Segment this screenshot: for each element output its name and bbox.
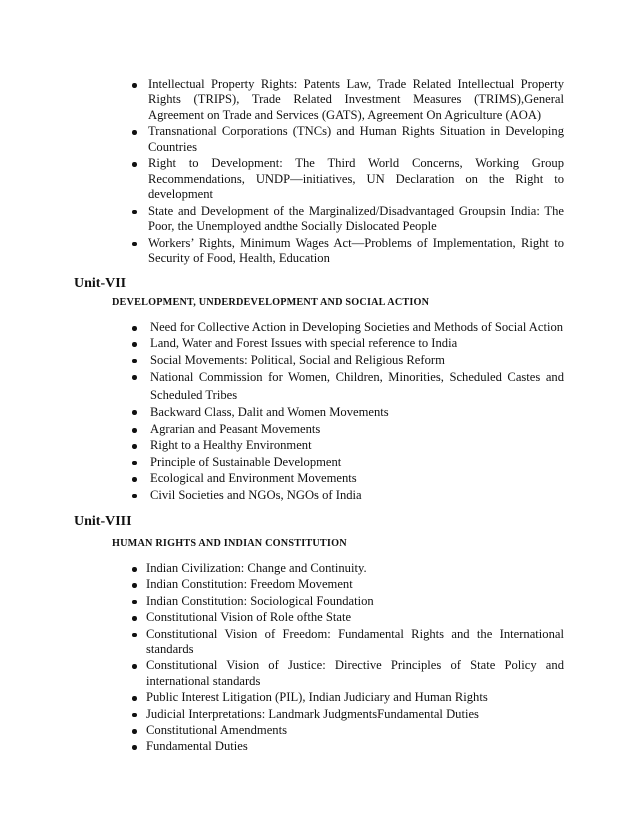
list-item: Agrarian and Peasant Movements bbox=[131, 422, 564, 437]
bullet-icon bbox=[132, 461, 137, 466]
bullet-icon bbox=[132, 477, 137, 482]
bullet-icon bbox=[132, 342, 137, 347]
bullet-icon bbox=[132, 729, 137, 734]
bullet-icon bbox=[132, 326, 137, 331]
bullet-icon bbox=[132, 242, 137, 247]
bullet-icon bbox=[132, 696, 137, 701]
list-item: National Commission for Women, Children, Minorities, Scheduled Castes and Scheduled Tribes bbox=[131, 369, 564, 404]
list-item: Transnational Corporations (TNCs) and Human Rights Situation in Developing Countries bbox=[131, 124, 564, 155]
list-item: Fundamental Duties bbox=[131, 739, 564, 754]
bullet-icon bbox=[132, 745, 137, 750]
bullet-icon bbox=[132, 567, 137, 572]
bullet-icon bbox=[132, 130, 137, 135]
bullet-icon bbox=[132, 375, 137, 380]
unit-8-subheading: HUMAN RIGHTS AND INDIAN CONSTITUTION bbox=[112, 538, 347, 549]
list-item: Constitutional Vision of Freedom: Fundamental Rights and the International standards bbox=[131, 627, 564, 658]
unit-8-bullet-list bbox=[131, 561, 564, 756]
unit-8-heading: Unit-VIII bbox=[74, 514, 132, 529]
list-item: Need for Collective Action in Developing Societies and Methods of Social Action bbox=[131, 320, 564, 335]
list-item: Public Interest Litigation (PIL), Indian Judiciary and Human Rights bbox=[131, 690, 564, 705]
list-item: Constitutional Vision of Role ofthe State bbox=[131, 610, 564, 625]
bullet-icon bbox=[132, 713, 137, 718]
list-item: Right to a Healthy Environment bbox=[131, 438, 564, 453]
bullet-icon bbox=[132, 410, 137, 415]
bullet-icon bbox=[132, 633, 137, 638]
list-item: Workers’ Rights, Minimum Wages Act—Problems of Implementation, Right to Security of Food, Health, Education bbox=[131, 236, 564, 267]
list-item: Intellectual Property Rights: Patents Law, Trade Related Intellectual Property Rights (TRIPS), Trade Related Investment Measures (TRIMS),General Agreement on Trade and Services (GATS), Agreement On Agriculture (AOA) bbox=[131, 77, 564, 123]
list-item: Right to Development: The Third World Concerns, Working Group Recommendations, UNDP—initiatives, UN Declaration on the Right to development bbox=[131, 156, 564, 202]
unit-7-heading: Unit-VII bbox=[74, 276, 127, 291]
bullet-icon bbox=[132, 83, 137, 88]
list-item: Land, Water and Forest Issues with special reference to India bbox=[131, 336, 564, 351]
list-item: Ecological and Environment Movements bbox=[131, 471, 564, 486]
bullet-icon bbox=[132, 428, 137, 433]
list-item: Constitutional Amendments bbox=[131, 723, 564, 738]
bullet-icon bbox=[132, 616, 137, 621]
bullet-icon bbox=[132, 210, 137, 215]
bullet-icon bbox=[132, 359, 137, 364]
list-item: Indian Constitution: Sociological Foundation bbox=[131, 594, 564, 609]
list-item: Principle of Sustainable Development bbox=[131, 455, 564, 470]
top-bullet-list bbox=[131, 77, 564, 268]
list-item: Indian Constitution: Freedom Movement bbox=[131, 577, 564, 592]
unit-7-bullet-list bbox=[131, 320, 564, 504]
unit-7-subheading: DEVELOPMENT, UNDERDEVELOPMENT AND SOCIAL ACTION bbox=[112, 297, 430, 308]
list-item: State and Development of the Marginalized/Disadvantaged Groupsin India: The Poor, the Unemployed andthe Socially Dislocated People bbox=[131, 204, 564, 235]
bullet-icon bbox=[132, 162, 137, 167]
list-item: Social Movements: Political, Social and Religious Reform bbox=[131, 353, 564, 368]
bullet-icon bbox=[132, 583, 137, 588]
list-item: Indian Civilization: Change and Continuity. bbox=[131, 561, 564, 576]
list-item: Constitutional Vision of Justice: Directive Principles of State Policy and international standards bbox=[131, 658, 564, 689]
list-item: Backward Class, Dalit and Women Movements bbox=[131, 404, 564, 422]
bullet-icon bbox=[132, 664, 137, 669]
list-item: Judicial Interpretations: Landmark JudgmentsFundamental Duties bbox=[131, 707, 564, 722]
bullet-icon bbox=[132, 444, 137, 449]
bullet-icon bbox=[132, 494, 137, 499]
bullet-icon bbox=[132, 600, 137, 605]
list-item: Civil Societies and NGOs, NGOs of India bbox=[131, 488, 564, 503]
